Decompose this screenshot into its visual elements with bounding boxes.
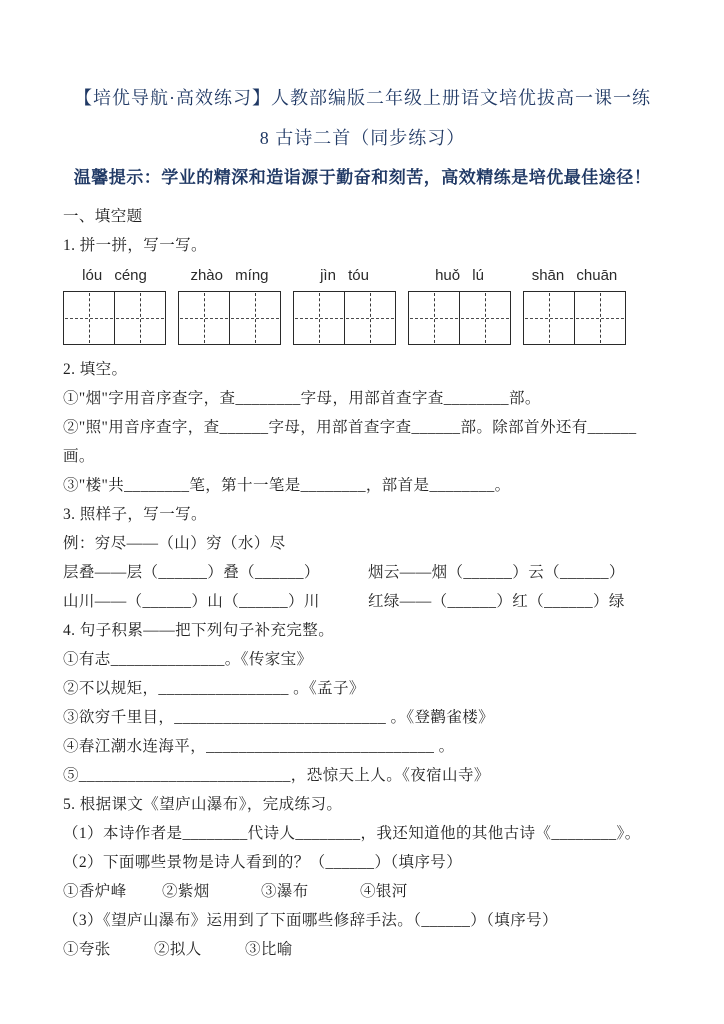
lesson-title: 8 古诗二首（同步练习） xyxy=(259,128,466,148)
q3-pair-cell: 红绿——（______）红（______）绿 xyxy=(368,593,625,610)
grid-cell xyxy=(344,292,395,344)
writing-grid-row xyxy=(63,291,662,345)
fill-blank-line: ④春江潮水连海平，____________________________ 。 xyxy=(63,738,455,755)
fill-blank-line: ①有志______________。《传家宝》 xyxy=(63,651,313,668)
q3-pair-row xyxy=(63,558,662,587)
grid-cell xyxy=(459,292,510,344)
pinyin-label: zhào míng xyxy=(190,266,269,284)
q5-option: ①香炉峰 xyxy=(63,883,127,900)
q3-pair-cell: 烟云——烟（______）云（______） xyxy=(368,564,625,581)
grid-cell xyxy=(294,292,344,344)
tip-banner: 温馨提示：学业的精深和造诣源于勤奋和刻苦，高效精练是培优最佳途径！ xyxy=(73,168,652,187)
fill-blank-line: ③"楼"共________笔，第十一笔是________，部首是________。 xyxy=(63,477,511,494)
q4-prompt: 4. 句子积累——把下列句子补充完整。 xyxy=(63,622,335,639)
q5-option: ③比喻 xyxy=(245,941,293,958)
grid-cell xyxy=(229,292,280,344)
q5-options-row xyxy=(63,935,662,964)
writing-grid-box xyxy=(63,291,166,345)
grid-cell xyxy=(409,292,459,344)
q2-prompt: 2. 填空。 xyxy=(63,361,128,378)
writing-grid-box xyxy=(293,291,396,345)
grid-cell xyxy=(64,292,114,344)
pinyin-label: shān chuān xyxy=(531,266,618,284)
grid-cell xyxy=(114,292,165,344)
fill-blank-line: ⑤__________________________，恐惊天上人。《夜宿山寺》 xyxy=(63,767,490,784)
q5-sub-question: （1）本诗作者是________代诗人________，我还知道他的其他古诗《________》。 xyxy=(63,825,641,842)
q3-pair-cell: 层叠——层（______）叠（______） xyxy=(63,564,320,581)
q3-pair-cell: 山川——（______）山（______）川 xyxy=(63,593,320,610)
fill-blank-line: ②"照"用音序查字，查______字母，用部首查字查______部。除部首外还有______画。 xyxy=(63,419,637,465)
q5-sub-question: （3）《望庐山瀑布》运用到了下面哪些修辞手法。（______）（填序号） xyxy=(63,912,558,929)
q5-option: ②紫烟 xyxy=(162,883,210,900)
q5-option: ③瀑布 xyxy=(261,883,309,900)
q5-option: ②拟人 xyxy=(154,941,202,958)
q5-sub-question: （2）下面哪些景物是诗人看到的？（______）（填序号） xyxy=(63,854,463,871)
writing-grid-box xyxy=(523,291,626,345)
writing-grid-box xyxy=(178,291,281,345)
fill-blank-line: ①"烟"字用音序查字，查________字母，用部首查字查________部。 xyxy=(63,390,541,407)
pinyin-label: huǒ lú xyxy=(435,266,484,284)
section-heading: 一、填空题 xyxy=(63,208,143,225)
q5-option: ①夸张 xyxy=(63,941,111,958)
fill-blank-line: ②不以规矩，________________ 。《孟子》 xyxy=(63,680,365,697)
q3-pair-row xyxy=(63,587,662,616)
q3-prompt: 3. 照样子，写一写。 xyxy=(63,506,207,523)
pinyin-row xyxy=(63,263,662,287)
fill-blank-line: ③欲穷千里目，__________________________ 。《登鹳雀楼》 xyxy=(63,709,495,726)
grid-cell xyxy=(524,292,574,344)
grid-cell xyxy=(179,292,229,344)
writing-grid-box xyxy=(408,291,511,345)
q3-example: 例：穷尽——（山）穷（水）尽 xyxy=(63,535,286,552)
grid-cell xyxy=(574,292,625,344)
pinyin-label: jìn tóu xyxy=(320,266,369,284)
pinyin-label: lóu céng xyxy=(82,266,147,284)
q5-option: ④银河 xyxy=(360,883,408,900)
q1-prompt: 1. 拼一拼，写一写。 xyxy=(63,237,207,254)
q5-options-row xyxy=(63,877,662,906)
page-title: 【培优导航·高效练习】人教部编版二年级上册语文培优拔高一课一练 xyxy=(74,88,651,108)
q5-prompt: 5. 根据课文《望庐山瀑布》，完成练习。 xyxy=(63,796,343,813)
